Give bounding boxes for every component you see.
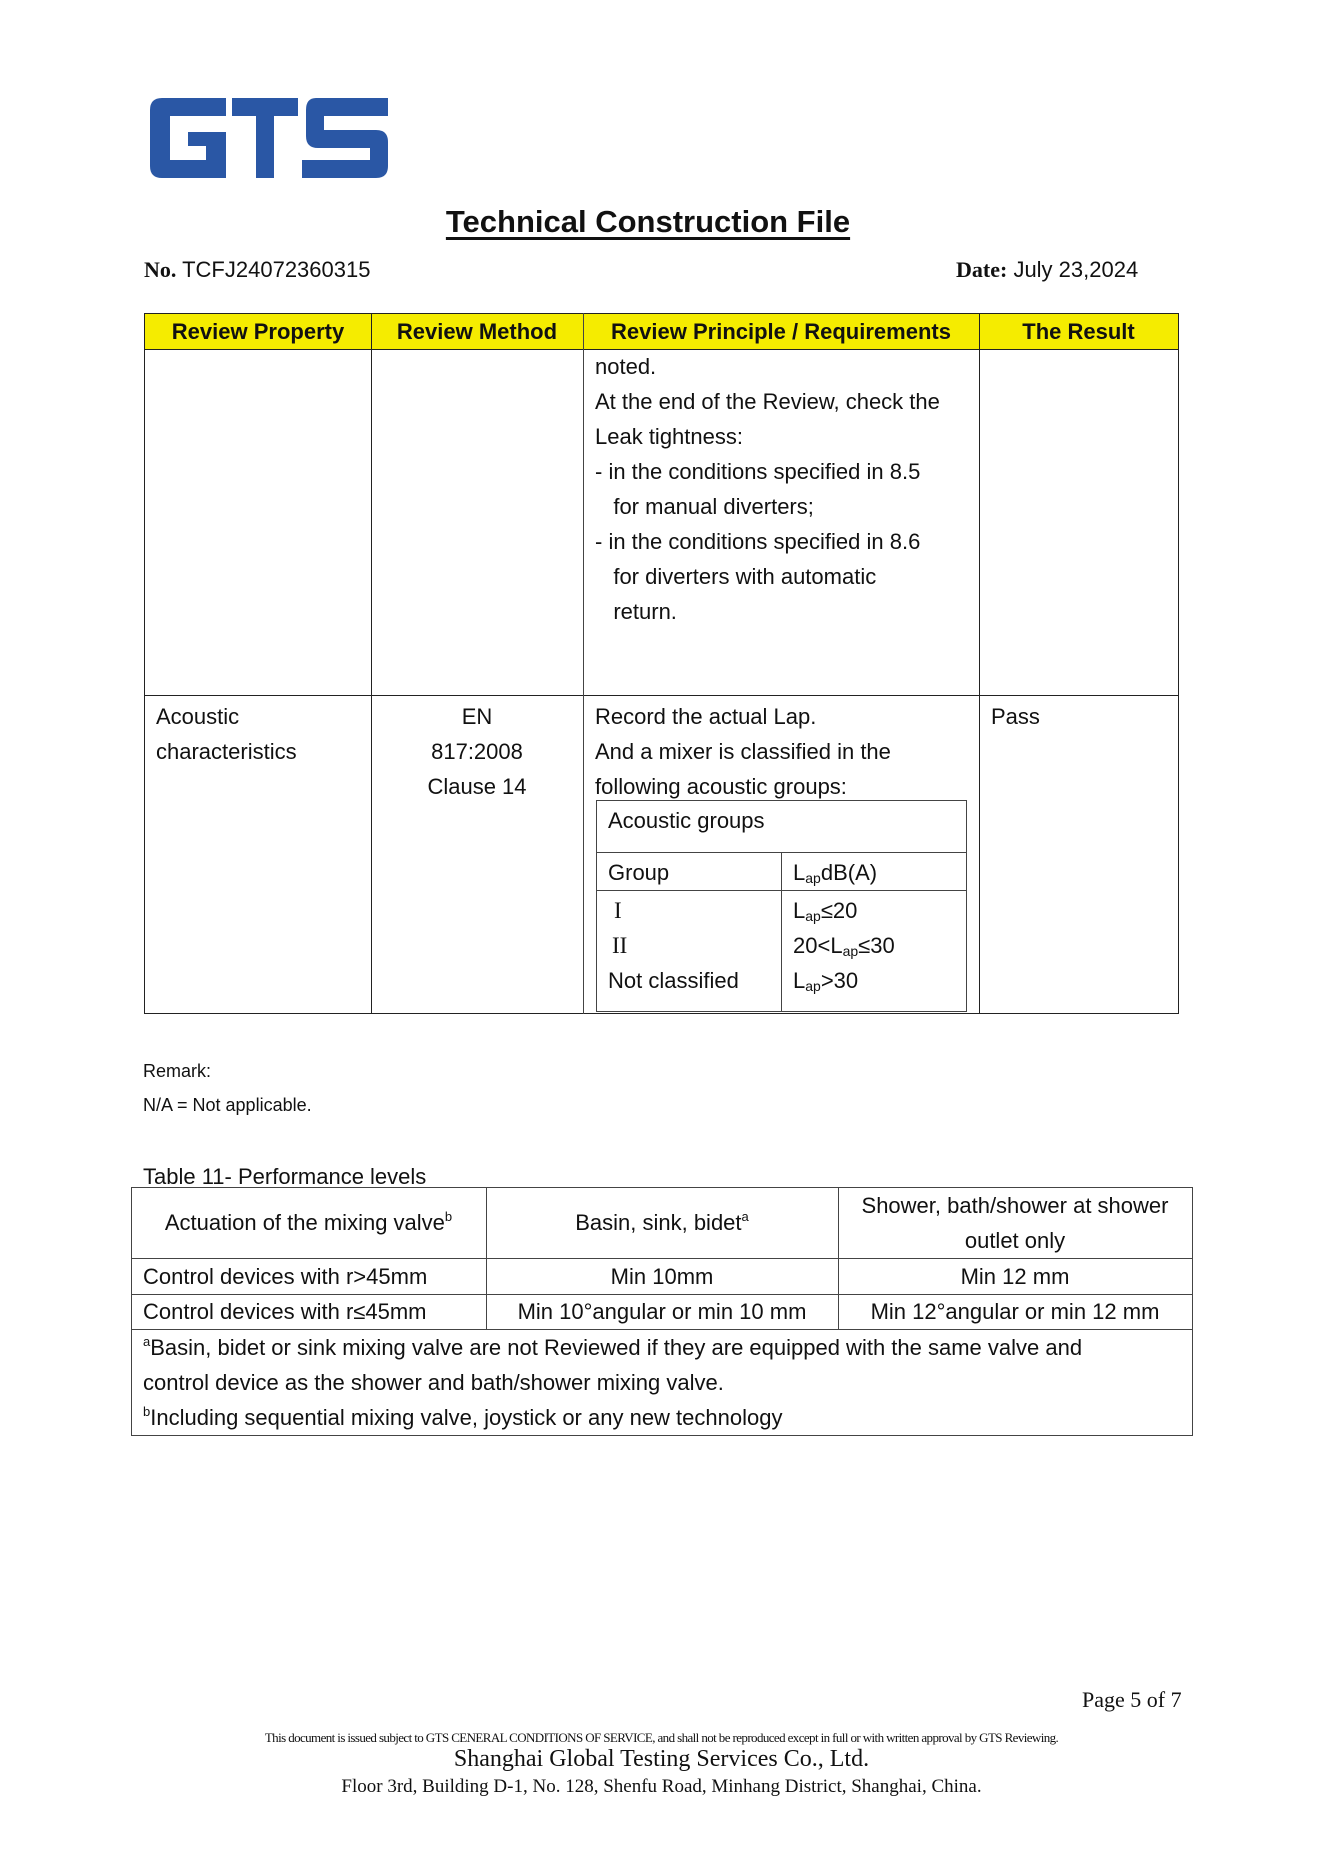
property-line: Acoustic (156, 704, 240, 729)
footnote-marker: b (143, 1404, 151, 1419)
principle-line: And a mixer is classified in the (595, 739, 891, 764)
acoustic-group-name: II (612, 933, 628, 958)
table-border (144, 349, 1179, 350)
level-suffix: ≤20 (820, 898, 858, 923)
acoustic-groups-title: Acoustic groups (608, 808, 765, 833)
footnote-marker: a (741, 1209, 749, 1224)
principle-line: Leak tightness: (595, 424, 743, 449)
lap-subscript: ap (805, 870, 821, 886)
remark-text: N/A = Not applicable. (143, 1095, 312, 1115)
principle-line: - in the conditions specified in 8.5 (595, 459, 921, 484)
t11-header-shower-line2: outlet only (964, 1228, 1066, 1253)
lap-subscript: ap (805, 978, 821, 994)
inner-table-border (596, 800, 967, 801)
t11-header-actuation (131, 1205, 486, 1241)
document-number (144, 257, 370, 283)
t11-cell: Min 12 mm (960, 1264, 1070, 1289)
principle-line: At the end of the Review, check the (595, 389, 940, 414)
principle-line: Record the actual Lap. (595, 704, 817, 729)
document-date-value: July 23,2024 (1013, 257, 1139, 282)
column-header-review-principle: Review Principle / Requirements (611, 319, 951, 344)
t11-header-text: Actuation of the mixing valve (164, 1210, 445, 1235)
method-line: 817:2008 (431, 739, 523, 764)
table-border (1178, 313, 1179, 1014)
table-row-divider (144, 695, 1179, 696)
t11-note-a-cont: control device as the shower and bath/shower mixing valve. (143, 1370, 724, 1395)
document-date-label: Date: (956, 257, 1008, 282)
principle-line: for manual diverters; (595, 494, 814, 519)
column-header-result: The Result (1022, 319, 1135, 344)
level-suffix: ≤30 (858, 933, 895, 958)
document-number-value: TCFJ24072360315 (182, 257, 371, 282)
document-title: Technical Construction File (445, 204, 851, 239)
gts-logo-icon (150, 98, 388, 178)
acoustic-col-level (793, 855, 877, 890)
property-line: characteristics (156, 739, 297, 764)
result-value: Pass (991, 704, 1040, 729)
table11-caption: Table 11- Performance levels (143, 1164, 427, 1189)
table-column-divider (979, 313, 980, 1014)
acoustic-group-name: I (614, 898, 622, 923)
table-column-divider (371, 313, 372, 1014)
lap-unit: dB(A) (820, 860, 878, 885)
t11-note-b (143, 1400, 782, 1436)
lap-symbol: L (830, 933, 843, 958)
lap-subscript: ap (842, 943, 859, 959)
lap-symbol: L (793, 968, 806, 993)
acoustic-group-name: Not classified (608, 968, 739, 993)
level-prefix: 20< (793, 933, 831, 958)
principle-line: noted. (595, 354, 657, 379)
document-number-label: No. (144, 257, 177, 282)
note-text: Including sequential mixing valve, joystick or any new technology (150, 1405, 783, 1430)
principle-line: - in the conditions specified in 8.6 (595, 529, 921, 554)
method-line: Clause 14 (427, 774, 527, 799)
method-line: EN (461, 704, 493, 729)
inner-table-border (596, 800, 597, 1012)
footnote-marker: a (143, 1334, 151, 1349)
column-header-review-method: Review Method (396, 319, 558, 344)
level-suffix: >30 (820, 968, 859, 993)
footer-notice: This document is issued subject to GTS CENERAL CONDITIONS OF SERVICE, and shall not be reproduced except in full or with written approval by GTS Reviewing. (264, 1730, 1059, 1745)
acoustic-group-level (793, 928, 895, 963)
footer-company: Shanghai Global Testing Services Co., Ltd. (453, 1746, 870, 1772)
table-border (1192, 1187, 1193, 1436)
t11-header-basin (486, 1205, 838, 1241)
gts-logo (148, 96, 390, 180)
principle-line: for diverters with automatic (595, 564, 877, 589)
t11-header-shower: Shower, bath/shower at shower (861, 1193, 1169, 1218)
principle-line: return. (595, 599, 677, 624)
remark-label: Remark: (143, 1061, 212, 1081)
t11-cell: Min 10mm (610, 1264, 714, 1289)
footer-address: Floor 3rd, Building D-1, No. 128, Shenfu Road, Minhang District, Shanghai, China. (341, 1776, 982, 1797)
table-border (144, 1013, 1179, 1014)
t11-note-a (143, 1330, 1082, 1366)
t11-cell: Control devices with r>45mm (143, 1264, 428, 1289)
lap-symbol: L (793, 898, 806, 923)
table-column-divider (583, 313, 584, 1014)
table-border (144, 313, 145, 1014)
t11-header-text: Basin, sink, bidet (575, 1210, 742, 1235)
inner-table-border (966, 800, 967, 1012)
document-date (956, 257, 1138, 283)
acoustic-group-level (793, 963, 858, 998)
t11-cell: Control devices with r≤45mm (143, 1299, 427, 1324)
t11-cell: Min 12°angular or min 12 mm (870, 1299, 1160, 1324)
lap-subscript: ap (805, 908, 821, 924)
page-number: Page 5 of 7 (1082, 1687, 1182, 1712)
column-header-review-property: Review Property (171, 319, 345, 344)
acoustic-group-level (793, 893, 857, 928)
t11-cell: Min 10°angular or min 10 mm (517, 1299, 807, 1324)
lap-symbol: L (793, 860, 806, 885)
note-text: Basin, bidet or sink mixing valve are not Reviewed if they are equipped with the same valve and (150, 1335, 1083, 1360)
acoustic-col-group: Group (608, 860, 670, 885)
inner-table-border (781, 852, 782, 1012)
principle-line: following acoustic groups: (595, 774, 847, 799)
table-border (144, 313, 1179, 314)
footnote-marker: b (444, 1209, 453, 1224)
